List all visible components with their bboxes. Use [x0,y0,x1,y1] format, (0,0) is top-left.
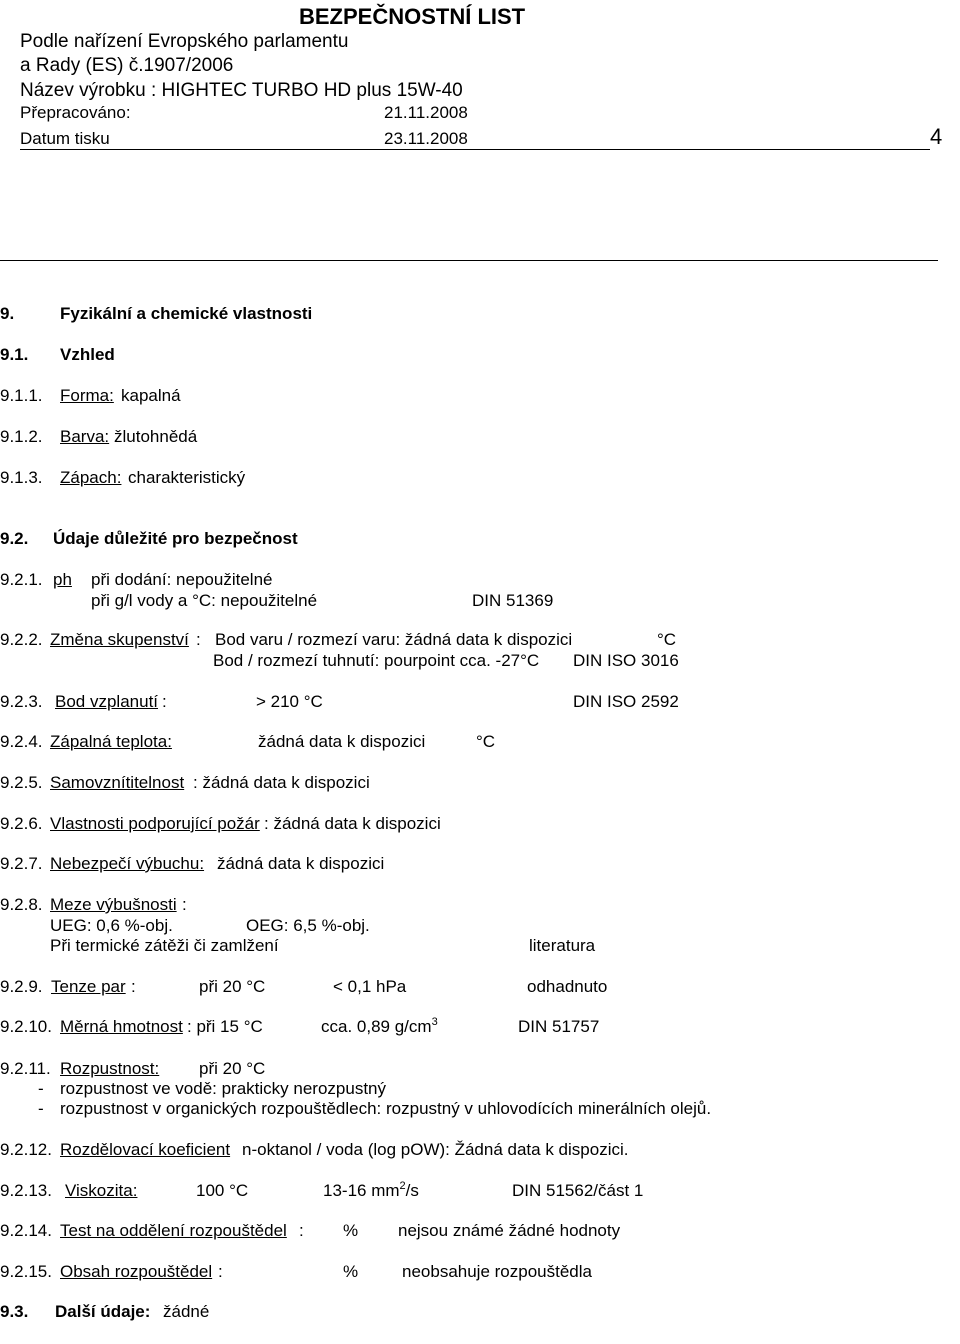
section-9-2-number: 9.2. [0,529,29,548]
viscosity-value-number: 13-16 mm [323,1181,400,1200]
solvent-content-unit: % [343,1262,359,1281]
viscosity-value [323,1182,419,1199]
lower-explosion-limit: UEG: 0,6 %-obj. [50,916,173,935]
section-9-2-title: Údaje důležité pro bezpečnost [53,529,298,548]
solvent-content-value: neobsahuje rozpouštědla [402,1262,592,1281]
header-underline [20,149,930,150]
section-9-1-number: 9.1. [0,345,29,364]
product-name: Název výrobku : HIGHTEC TURBO HD plus 15W-40 [20,80,463,101]
section-9-1-1-number: 9.1.1. [0,386,43,405]
section-9-2-6-number: 9.2.6. [0,814,43,833]
density-value-number: cca. 0,89 g/cm [321,1017,432,1036]
solvent-separation-colon: : [299,1221,304,1240]
vapor-pressure-method: odhadnuto [527,977,608,996]
section-9-2-3-number: 9.2.3. [0,692,43,711]
solvent-content-colon: : [218,1262,223,1281]
ph-line-2: při g/l vody a °C: nepoužitelné [91,591,318,610]
vapor-pressure-label: Tenze par [51,977,126,996]
pour-point: Bod / rozmezí tuhnutí: pourpoint cca. -27°C [213,651,540,670]
regulation-line-2: a Rady (ES) č.1907/2006 [20,55,234,76]
explosion-hazard-value: žádná data k dispozici [217,854,385,873]
ignition-temp-unit: °C [476,732,496,751]
vapor-pressure-value: < 0,1 hPa [333,977,407,996]
partition-coefficient-value: n-oktanol / voda (log pOW): Žádná data k dispozici. [242,1140,629,1159]
oxidizing-label: Vlastnosti podporující požár [50,814,260,833]
section-9-heading: Fyzikální a chemické vlastnosti [60,304,313,323]
density-value [321,1018,438,1035]
revised-label: Přepracováno: [20,103,131,122]
section-9-2-4-number: 9.2.4. [0,732,43,751]
ph-line-1: při dodání: nepoužitelné [91,570,273,589]
viscosity-unit-suffix: /s [405,1181,419,1200]
ph-label: ph [53,570,72,589]
water-solubility: rozpustnost ve vodě: prakticky nerozpustný [60,1079,386,1098]
print-date: 23.11.2008 [384,129,468,148]
section-9-2-13-number: 9.2.13. [0,1181,52,1200]
page-number: 4 [930,124,943,149]
density-label: Měrná hmotnost [60,1017,183,1036]
section-9-2-2-number: 9.2.2. [0,630,43,649]
form-value: kapalná [121,386,181,405]
ignition-temp-label: Zápalná teplota: [50,732,172,751]
section-9-2-1-number: 9.2.1. [0,570,43,589]
section-9-2-8-number: 9.2.8. [0,895,43,914]
section-9-1-2-number: 9.1.2. [0,427,43,446]
boiling-point: Bod varu / rozmezí varu: žádná data k dispozici [215,630,573,649]
section-9-2-15-number: 9.2.15. [0,1262,52,1281]
density-temp: : při 15 °C [187,1017,263,1036]
pour-point-method: DIN ISO 3016 [573,651,679,670]
density-method: DIN 51757 [518,1017,600,1036]
separator-line [0,260,938,261]
viscosity-temp: 100 °C [196,1181,249,1200]
solubility-label: Rozpustnost: [60,1059,160,1078]
explosion-hazard-label: Nebezpečí výbuchu: [50,854,205,873]
revised-date: 21.11.2008 [384,103,468,122]
section-9-2-5-number: 9.2.5. [0,773,43,792]
explosion-limits-source: literatura [529,936,596,955]
explosion-limits-condition: Při termické zátěži či zamlžení [50,936,279,955]
section-9-2-10-number: 9.2.10. [0,1017,52,1036]
self-ignition-label: Samovznítitelnost [50,773,185,792]
viscosity-label: Viskozita: [65,1181,138,1200]
flash-point-method: DIN ISO 2592 [573,692,679,711]
ph-method: DIN 51369 [472,591,554,610]
color-value: žlutohnědá [114,427,198,446]
section-9-2-7-number: 9.2.7. [0,854,43,873]
state-change-label: Změna skupenství [50,630,189,649]
boiling-point-unit: °C [657,630,677,649]
upper-explosion-limit: OEG: 6,5 %-obj. [246,916,370,935]
color-label: Barva: [60,427,110,446]
additional-info-label: Další údaje: [55,1302,151,1321]
section-9-2-14-number: 9.2.14. [0,1221,52,1240]
flash-point-value: > 210 °C [256,692,323,711]
vapor-pressure-colon: : [131,977,136,996]
state-change-colon: : [196,630,201,649]
explosion-limits-colon: : [182,895,187,914]
section-9-number: 9. [0,304,15,323]
partition-coefficient-label: Rozdělovací koeficient [60,1140,231,1159]
section-9-1-title: Vzhled [60,345,115,364]
ignition-temp-value: žádná data k dispozici [258,732,426,751]
additional-info-value: žádné [163,1302,210,1321]
flash-point-colon: : [162,692,167,711]
odor-label: Zápach: [60,468,122,487]
bullet-dash-2: - [38,1099,44,1118]
bullet-dash-1: - [38,1079,44,1098]
solvent-separation-label: Test na oddělení rozpouštědel [60,1221,287,1240]
organic-solvent-solubility: rozpustnost v organických rozpouštědlech: rozpustný v uhlovodících minerálních olejů. [60,1099,712,1118]
flash-point-label: Bod vzplanutí [55,692,159,711]
viscosity-method: DIN 51562/část 1 [512,1181,644,1200]
document-title: BEZPEČNOSTNÍ LIST [299,4,526,29]
regulation-line-1: Podle nařízení Evropského parlamentu [20,31,349,52]
density-unit-exponent: 3 [431,1016,438,1028]
solvent-content-label: Obsah rozpouštědel [60,1262,213,1281]
explosion-limits-label: Meze výbušnosti [50,895,177,914]
solvent-separation-unit: % [343,1221,359,1240]
vapor-pressure-temp: při 20 °C [199,977,266,996]
section-9-3-number: 9.3. [0,1302,29,1321]
odor-value: charakteristický [128,468,246,487]
solvent-separation-value: nejsou známé žádné hodnoty [398,1221,621,1240]
section-9-1-3-number: 9.1.3. [0,468,43,487]
section-9-2-12-number: 9.2.12. [0,1140,52,1159]
form-label: Forma: [60,386,114,405]
self-ignition-value: : žádná data k dispozici [193,773,370,792]
section-9-2-9-number: 9.2.9. [0,977,43,996]
viscosity-unit-exponent: 2 [399,1180,406,1192]
section-9-2-11-number: 9.2.11. [0,1059,51,1078]
print-date-label: Datum tisku [20,129,110,148]
solubility-temp: při 20 °C [199,1059,266,1078]
oxidizing-value: : žádná data k dispozici [264,814,441,833]
